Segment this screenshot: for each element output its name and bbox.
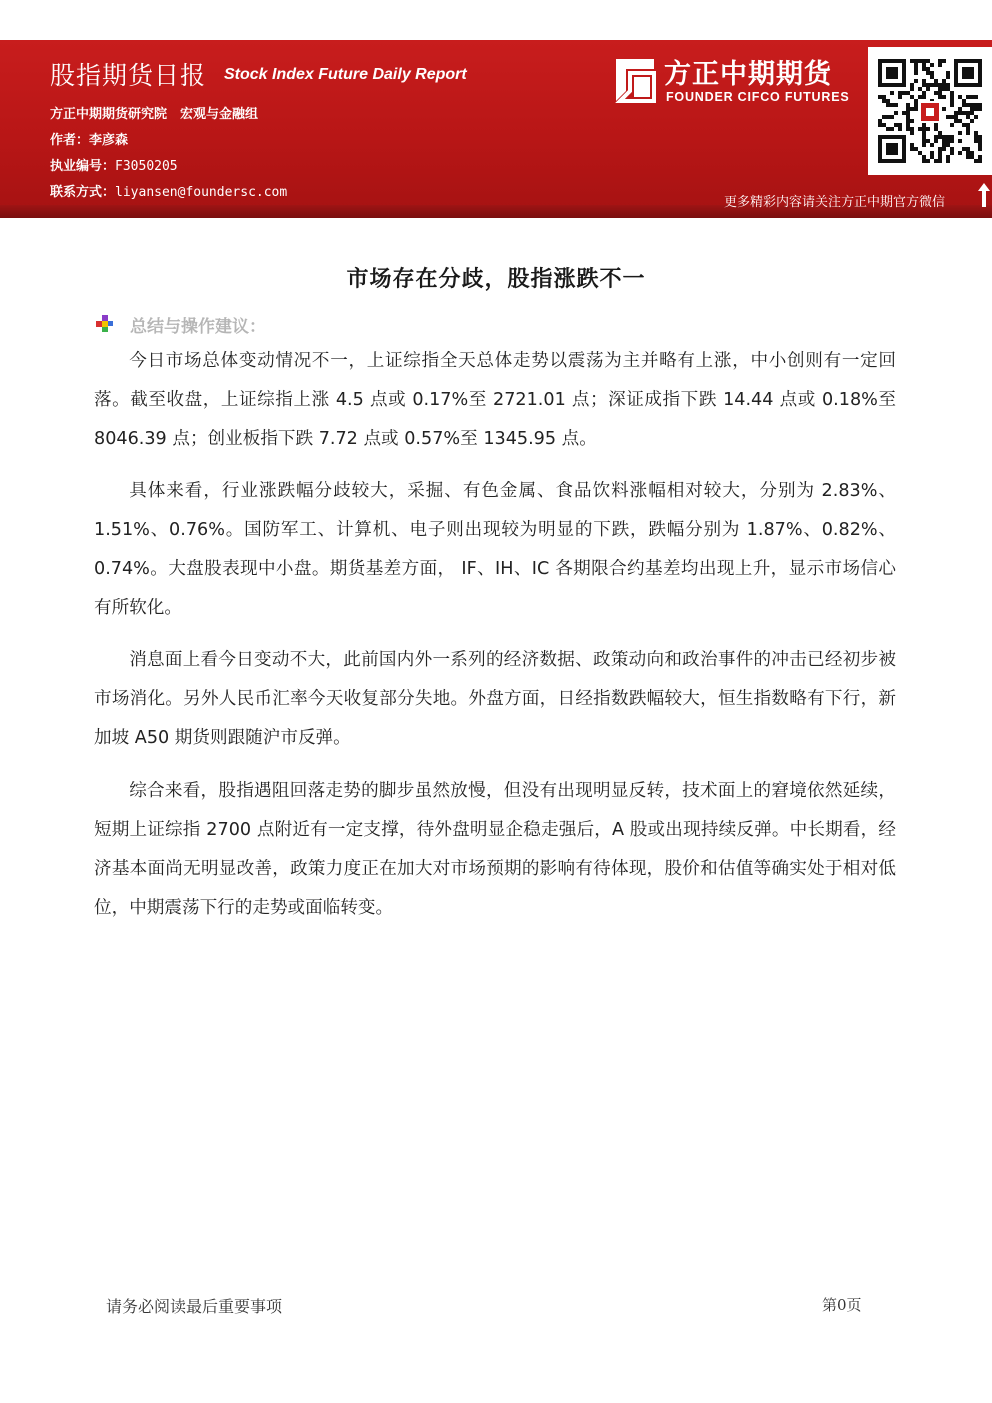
author-name: 李彦森 bbox=[89, 133, 129, 148]
wechat-qr-code bbox=[868, 47, 992, 175]
report-title-en: Stock Index Future Daily Report bbox=[224, 66, 467, 83]
contact-email[interactable]: liyansen@foundersc.com bbox=[115, 185, 288, 200]
section-heading-text: 总结与操作建议： bbox=[130, 317, 266, 337]
wechat-follow-note: 更多精彩内容请关注方正中期官方微信 bbox=[724, 195, 946, 210]
license-number: F3050205 bbox=[115, 159, 178, 174]
license-line bbox=[50, 155, 178, 174]
section-bullet-icon bbox=[94, 313, 114, 333]
paragraph-3: 消息面上看今日变动不大，此前国内外一系列的经济数据、政策动向和政治事件的冲击已经初步被市场消化。另外人民币汇率今天收复部分失地。外盘方面，日经指数跌幅较大，恒生指数略有下行，新加坡 A50 期货则跟随沪市反弹。 bbox=[94, 650, 896, 748]
brand-name-cn: 方正中期期货 bbox=[664, 59, 832, 90]
arrow-up-icon bbox=[978, 183, 990, 207]
paragraph-2: 具体来看，行业涨跌幅分歧较大，采掘、有色金属、食品饮料涨幅相对较大，分别为 2.83%、1.51%、0.76%。国防军工、计算机、电子则出现较为明显的下跌，跌幅分别为 1.87%、0.82%、0.74%。大盘股表现中小盘。期货基差方面， IF、IH、IC 各期限合约基差均出现上升，显示市场信心有所软化。 bbox=[94, 481, 896, 618]
paragraph-1: 今日市场总体变动情况不一，上证综指全天总体走势以震荡为主并略有上涨，中小创则有一定回落。截至收盘，上证综指上涨 4.5 点或 0.17%至 2721.01 点；深证成指下跌 14.44 点或 0.18%至 8046.39 点；创业板指下跌 7.72 点或 0.57%至 1345.95 点。 bbox=[94, 351, 896, 449]
article-title: 市场存在分歧，股指涨跌不一 bbox=[346, 267, 646, 292]
qr-code-icon bbox=[877, 56, 983, 166]
report-title-cn: 股指期货日报 bbox=[50, 61, 207, 90]
author-line bbox=[50, 129, 128, 148]
contact-line bbox=[50, 181, 287, 200]
brand-name-en: FOUNDER CIFCO FUTURES bbox=[666, 90, 850, 104]
footer-page-number: 第0页 bbox=[822, 1296, 862, 1314]
institute-line: 方正中期期货研究院 宏观与金融组 bbox=[50, 107, 259, 122]
author-label: 作者： bbox=[50, 133, 90, 148]
paragraph-4: 综合来看，股指遇阻回落走势的脚步虽然放慢，但没有出现明显反转，技术面上的窘境依然延续，短期上证综指 2700 点附近有一定支撑，待外盘明显企稳走强后，A 股或出现持续反弹。中长期看，经济基本面尚无明显改善，政策力度正在加大对市场预期的影响有待体现，股价和估值等确实处于相对低位，中期震荡下行的走势或面临转变。 bbox=[94, 781, 896, 918]
license-label: 执业编号： bbox=[50, 159, 116, 174]
contact-label: 联系方式： bbox=[50, 185, 116, 200]
footer-notice: 请务必阅读最后重要事项 bbox=[106, 1297, 283, 1316]
founder-logo-icon bbox=[608, 57, 656, 103]
top-margin bbox=[0, 0, 992, 40]
